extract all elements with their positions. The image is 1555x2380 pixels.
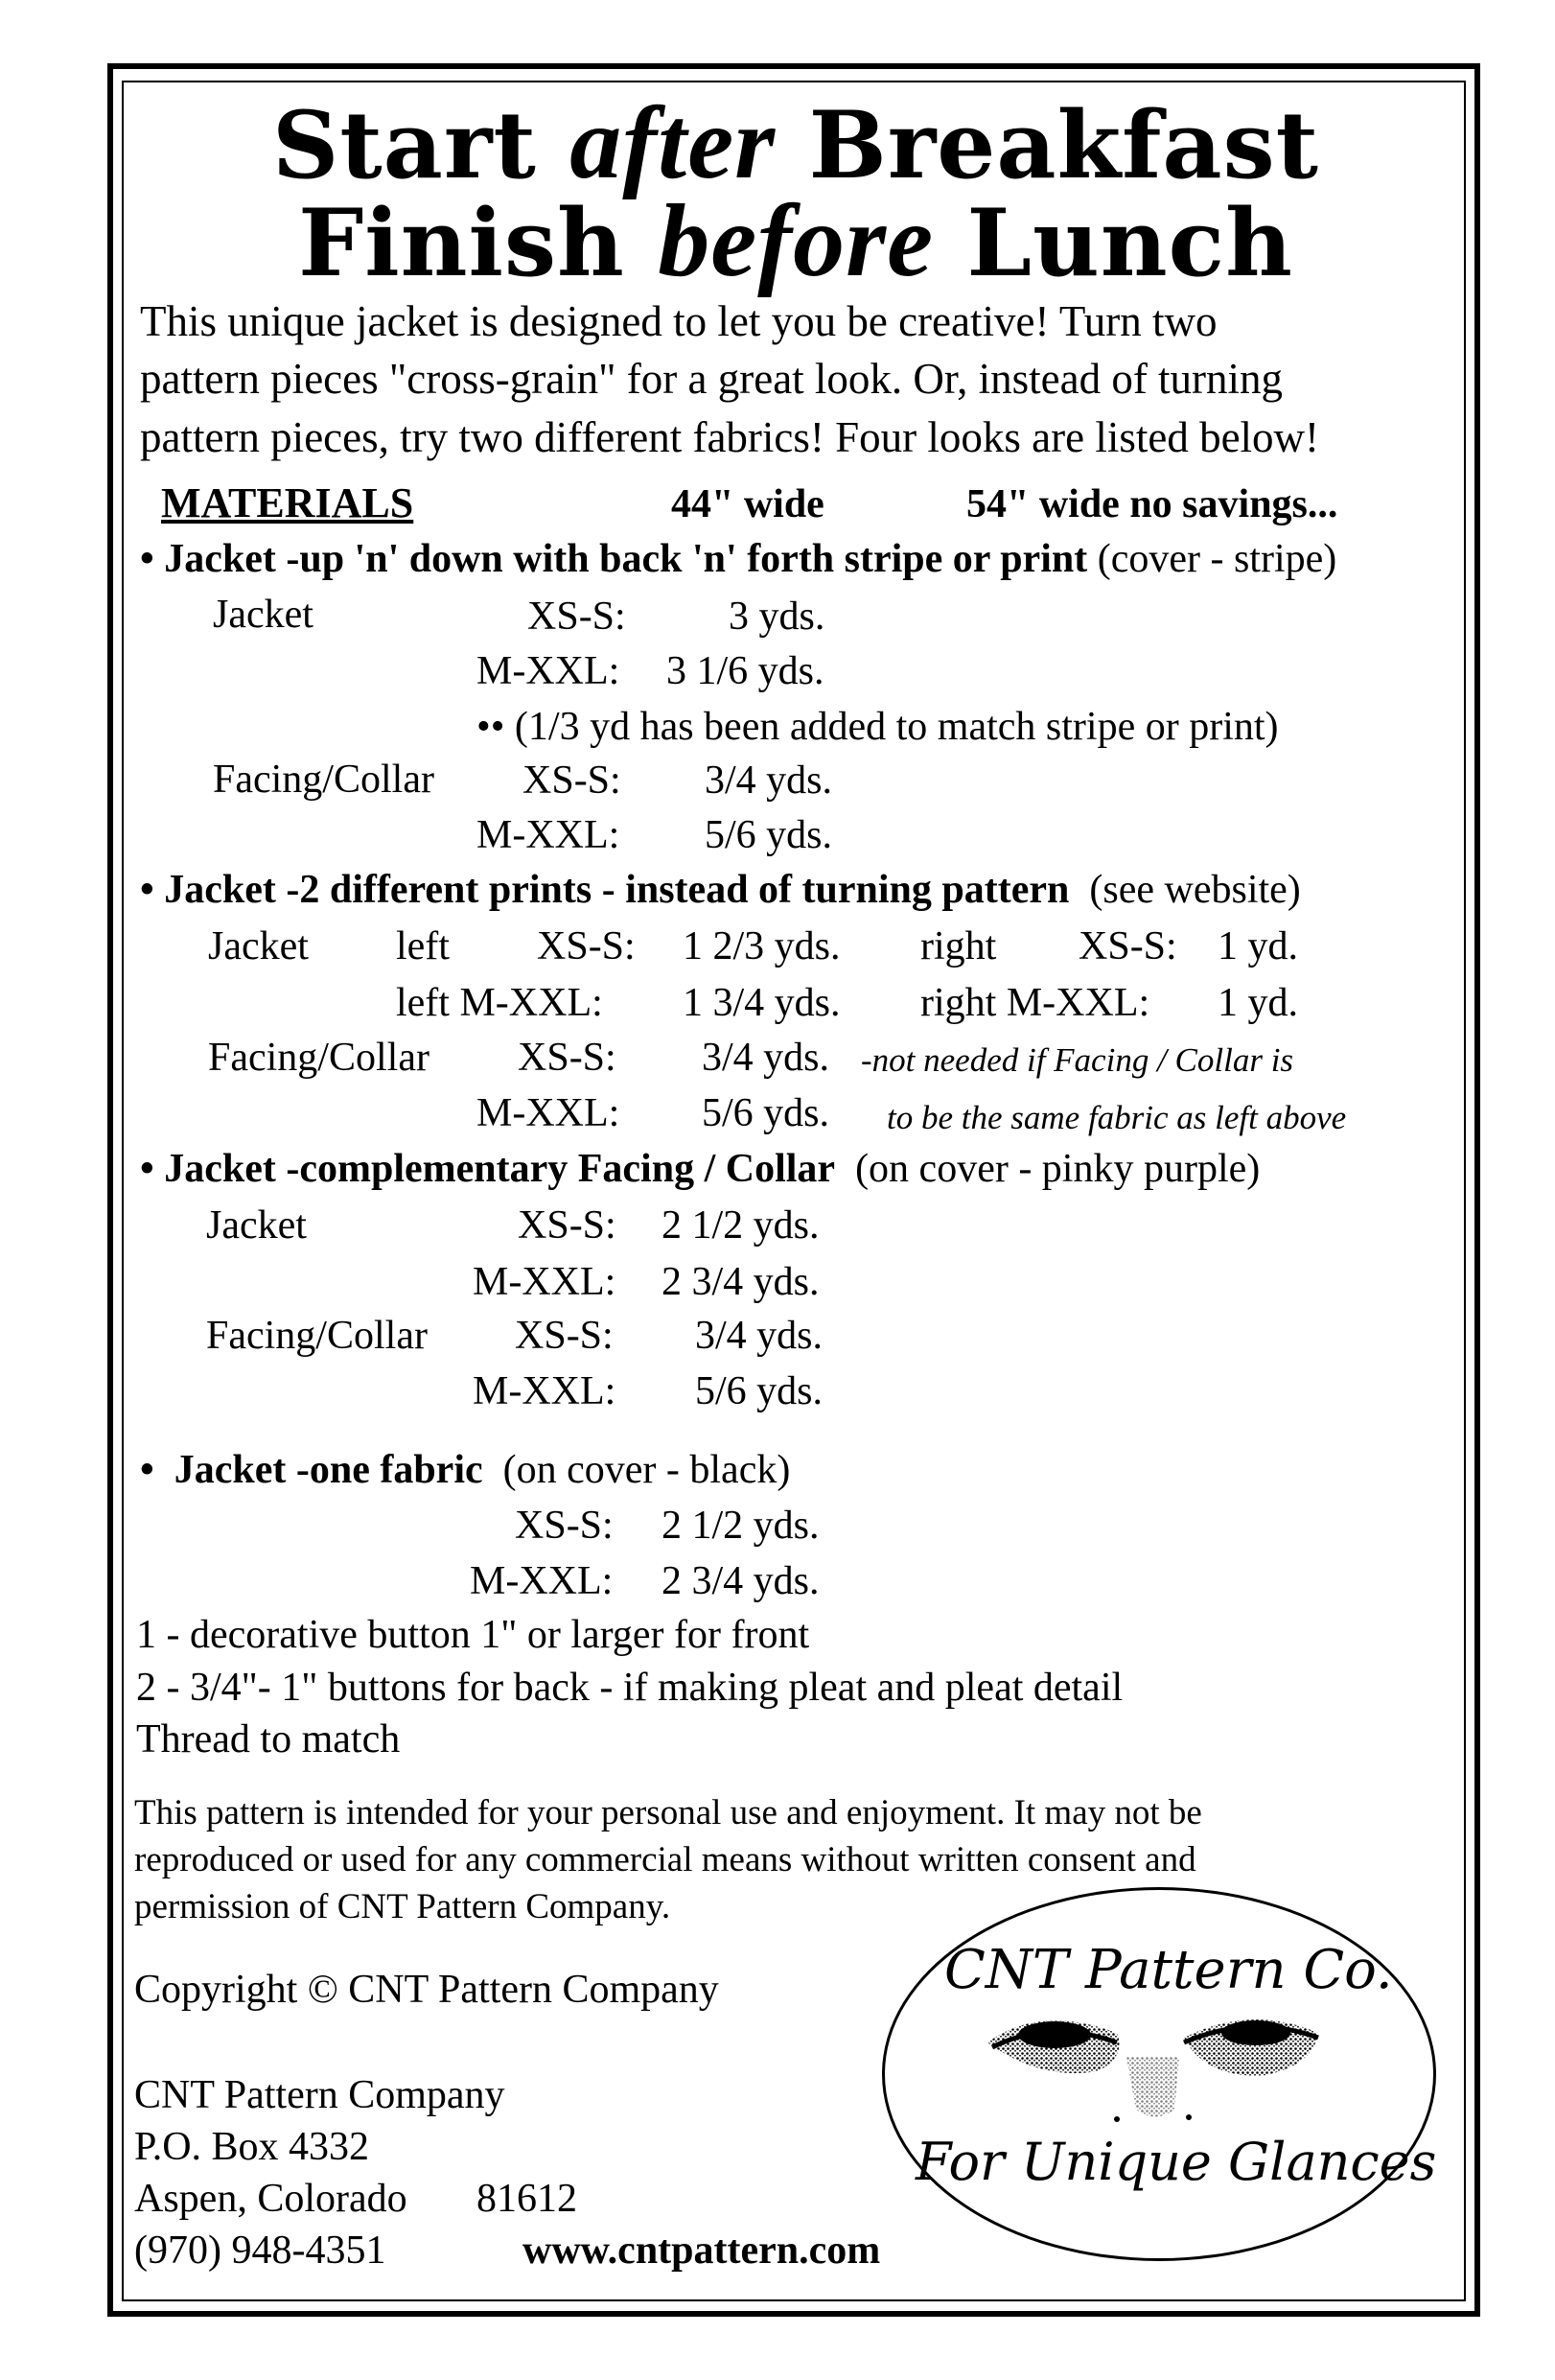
bullet: • (140, 1448, 154, 1492)
bullet: • (140, 868, 154, 912)
side-note: to be the same fabric as left above (887, 1099, 1347, 1136)
address-zip: 81612 (476, 2177, 577, 2221)
yardage-value: 5/6 yds. (702, 1091, 830, 1135)
yardage-value: 2 3/4 yds. (661, 1260, 820, 1304)
size-label: M-XXL: (476, 813, 620, 857)
left-label: left (396, 924, 450, 968)
yardage-value: 3/4 yds. (702, 1036, 830, 1080)
logo-bottom-text: For Unique Glances (916, 2132, 1437, 2192)
size-label: right M-XXL: (920, 981, 1150, 1025)
look-note: (see website) (1089, 868, 1301, 912)
yardage-value: 2 1/2 yds. (661, 1203, 820, 1248)
title-word: Lunch (966, 189, 1293, 297)
yardage-value: 1 2/3 yds. (683, 924, 841, 968)
intro-line: pattern pieces "cross-grain" for a great look. Or, instead of turning (140, 355, 1284, 403)
look-note: (on cover - black) (502, 1448, 791, 1492)
size-label: M-XXL: (473, 1369, 616, 1413)
legal-line: reproduced or used for any commercial means without written consent and (134, 1840, 1196, 1879)
notion-line: Thread to match (136, 1717, 401, 1762)
bullet: • (140, 1147, 154, 1191)
look-name: Jacket -complementary Facing / Collar (164, 1147, 836, 1191)
size-label: M-XXL: (476, 649, 620, 693)
look-note: (on cover - pinky purple) (855, 1147, 1261, 1191)
notion-line: 2 - 3/4"- 1" buttons for back - if making pleat and pleat detail (136, 1666, 1124, 1710)
title-word: Finish (298, 189, 625, 297)
size-label: XS-S: (537, 924, 636, 968)
website-link[interactable]: www.cntpattern.com (522, 2228, 881, 2273)
title-line-2 (125, 184, 1467, 298)
look-1-header (140, 539, 1336, 579)
size-label: XS-S: (518, 1036, 616, 1080)
yardage-value: 3 yds. (729, 595, 825, 639)
jacket-label: Jacket (213, 593, 313, 637)
look-2-header (140, 870, 1301, 910)
address-po-box: P.O. Box 4332 (134, 2125, 370, 2169)
yardage-value: 5/6 yds. (705, 813, 833, 857)
look-note: (cover - stripe) (1097, 537, 1337, 581)
yardage-value: 1 yd. (1218, 981, 1298, 1025)
title-word: before (658, 184, 935, 298)
materials-heading: MATERIALS (161, 479, 414, 526)
size-label: XS-S: (515, 1504, 614, 1548)
intro-line: pattern pieces, try two different fabrics! Four looks are listed below! (140, 413, 1320, 461)
title-word: Breakfast (808, 91, 1319, 199)
size-label: M-XXL: (476, 1091, 620, 1135)
yardage-value: 2 1/2 yds. (661, 1504, 820, 1548)
look-name: Jacket -up 'n' down with back 'n' forth stripe or print (164, 537, 1088, 581)
look-3-header (140, 1149, 1260, 1189)
size-label: M-XXL: (470, 1559, 614, 1603)
yardage-value: 1 3/4 yds. (683, 981, 841, 1025)
size-label: XS-S: (522, 758, 621, 803)
column-44-wide: 44" wide (671, 482, 824, 526)
yardage-value: 3/4 yds. (705, 758, 833, 803)
column-54-wide: 54" wide no savings... (966, 482, 1338, 526)
yardage-value: 3 1/6 yds. (666, 649, 824, 693)
logo-top-text: CNT Pattern Co. (944, 1939, 1393, 2001)
facing-label: Facing/Collar (206, 1314, 428, 1358)
address-phone: (970) 948-4351 (134, 2228, 386, 2273)
title-word: after (569, 86, 777, 200)
look-name: Jacket -one fabric (174, 1448, 483, 1492)
look-name: Jacket -2 different prints - instead of turning pattern (164, 868, 1070, 912)
facing-label: Facing/Collar (213, 758, 434, 802)
eyes-illustration-icon (983, 2004, 1328, 2134)
title-line-1 (125, 86, 1467, 200)
notion-line: 1 - decorative button 1" or larger for front (136, 1613, 810, 1657)
title-word: Start (272, 91, 537, 199)
address-city: Aspen, Colorado (134, 2177, 407, 2221)
look-4-header (140, 1450, 790, 1490)
size-label: XS-S: (1079, 924, 1177, 968)
size-label: left M-XXL: (396, 981, 603, 1025)
size-label: XS-S: (518, 1203, 616, 1248)
copyright: Copyright © CNT Pattern Company (134, 1968, 719, 2012)
extra-note: •• (1/3 yd has been added to match stripe or print) (476, 705, 1279, 749)
size-label: XS-S: (527, 595, 626, 639)
jacket-label: Jacket (206, 1203, 307, 1248)
legal-line: This pattern is intended for your personal use and enjoyment. It may not be (134, 1793, 1202, 1832)
bullet: • (140, 537, 154, 581)
address-company: CNT Pattern Company (134, 2073, 505, 2117)
jacket-label: Jacket (208, 924, 309, 968)
legal-line: permission of CNT Pattern Company. (134, 1887, 671, 1926)
side-note: -not needed if Facing / Collar is (861, 1041, 1294, 1079)
facing-label: Facing/Collar (208, 1036, 429, 1080)
yardage-value: 5/6 yds. (695, 1369, 824, 1413)
size-label: M-XXL: (473, 1260, 616, 1304)
intro-line: This unique jacket is designed to let you be creative! Turn two (140, 297, 1218, 345)
yardage-value: 3/4 yds. (695, 1314, 824, 1358)
right-label: right (920, 924, 997, 968)
yardage-value: 2 3/4 yds. (661, 1559, 820, 1603)
size-label: XS-S: (515, 1314, 614, 1358)
yardage-value: 1 yd. (1218, 924, 1298, 968)
